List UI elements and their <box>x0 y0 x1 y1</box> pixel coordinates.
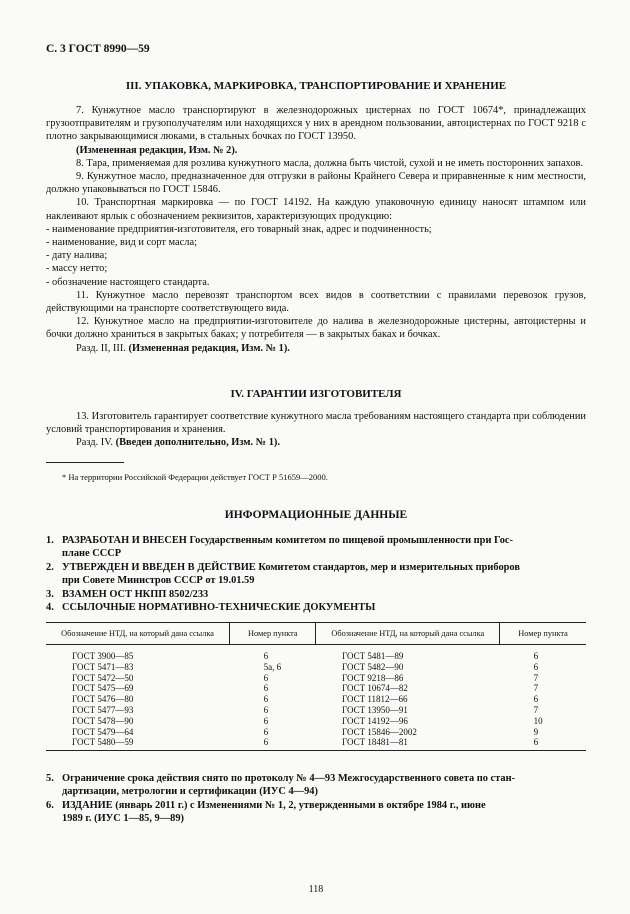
item-text: ССЫЛОЧНЫЕ НОРМАТИВНО-ТЕХНИЧЕСКИЕ ДОКУМЕНТЫ <box>62 602 376 613</box>
amendment-ref: Разд. IV. <box>76 437 114 449</box>
column-header: Номер пункта <box>500 623 586 645</box>
table-row <box>46 662 586 673</box>
table-cell: 7 <box>533 704 539 715</box>
page-header: С. 3 ГОСТ 8990—59 <box>46 43 150 55</box>
list-item: - наименование, вид и сорт масла; <box>46 237 197 249</box>
item-number: 6. <box>46 800 54 811</box>
item-text: РАЗРАБОТАН И ВНЕСЕН Государственным комитетом по пищевой промышленности при Гос- <box>62 535 513 546</box>
list-item: - дату налива; <box>46 250 108 262</box>
table-cell: ГОСТ 9218—86 <box>341 672 404 683</box>
table-cell: ГОСТ 3900—85 <box>72 651 134 661</box>
table-cell: ГОСТ 5480—59 <box>46 737 230 750</box>
amendment-note: (Введен дополнительно, Изм. № 1). <box>115 437 280 449</box>
paragraph-12: 12. Кунжутное масло на предприятии-изготовителе до налива в железнодорожные цистерны, автоцистерны и бочки должно храниться в закрытых баках; у потребителя — в закрытых баках и бочках. <box>46 316 586 341</box>
item-text-continued: при Совете Министров СССР от 19.01.59 <box>62 575 255 587</box>
item-number: 2. <box>46 562 54 573</box>
footnote: * На территории Российской Федерации действует ГОСТ Р 51659—2000. <box>62 472 328 482</box>
section-3-title: III. УПАКОВКА, МАРКИРОВКА, ТРАНСПОРТИРОВАНИЕ И ХРАНЕНИЕ <box>125 80 507 92</box>
item-number: 3. <box>46 589 54 600</box>
table-cell: ГОСТ 13950—91 <box>341 704 408 715</box>
table-cell: ГОСТ 18481—81 <box>316 737 500 750</box>
table-cell: 6 <box>500 737 586 750</box>
info-item-3 <box>46 588 586 601</box>
table-cell: ГОСТ 5482—90 <box>341 661 404 672</box>
table-cell: ГОСТ 5476—80 <box>72 694 134 705</box>
table-row <box>46 727 586 738</box>
table-cell: ГОСТ 10674—82 <box>341 683 408 694</box>
item-text: ИЗДАНИЕ (январь 2011 г.) с Изменениями № 1, 2, утвержденными в октябре 1984 г., июне <box>62 800 486 811</box>
table-cell: ГОСТ 15846—2002 <box>341 726 417 737</box>
column-header: Обозначение НТД, на который дана ссылка <box>46 623 230 645</box>
paragraph-11: 11. Кунжутное масло перевозят транспортом всех видов в соответствии с правилами перевозок грузов, действующими на транспорте соответствующего вида. <box>46 289 586 315</box>
reference-documents-table <box>46 622 586 751</box>
item-text-continued: дартизации, метрологии и сертификации (ИУС 4—94) <box>62 786 318 798</box>
table-cell: 6 <box>263 694 269 705</box>
info-data-title: ИНФОРМАЦИОННЫЕ ДАННЫЕ <box>224 509 408 521</box>
table-cell: 6 <box>263 704 269 715</box>
table-cell: ГОСТ 5477—93 <box>72 704 134 715</box>
table-cell: 6 <box>263 651 269 661</box>
item-text: ВЗАМЕН ОСТ НКПП 8502/233 <box>62 589 209 600</box>
table-cell: 6 <box>263 726 269 737</box>
section-4-amendment <box>46 436 586 449</box>
section-4-body <box>46 410 586 450</box>
table-cell: ГОСТ 14192—96 <box>341 715 408 726</box>
item-text: УТВЕРЖДЕН И ВВЕДЕН В ДЕЙСТВИЕ Комитетом стандартов, мер и измерительных приборов <box>62 562 520 573</box>
info-item-6 <box>46 799 586 825</box>
item-text-continued: плане СССР <box>62 548 122 560</box>
item-number: 1. <box>46 535 54 546</box>
item-number: 5. <box>46 773 54 784</box>
info-item-5 <box>46 772 586 798</box>
table-cell: 10 <box>533 715 543 726</box>
column-header: Номер пункта <box>230 623 316 645</box>
table-cell: 7 <box>533 683 539 694</box>
table-cell: 9 <box>533 726 539 737</box>
table-row <box>46 705 586 716</box>
table-header-row <box>46 623 586 645</box>
paragraph-13: 13. Изготовитель гарантирует соответствие кунжутного масла требованиям настоящего стандарта при соблюдении условий транспортирования и хранения. <box>46 411 586 436</box>
table-cell: ГОСТ 5478—90 <box>72 715 134 726</box>
list-item: - массу нетто; <box>46 263 108 275</box>
info-item-4 <box>46 601 586 614</box>
list-item: - наименование предприятия-изготовителя, его товарный знак, адрес и подчиненность; <box>46 223 432 235</box>
table-cell: ГОСТ 11812—66 <box>341 694 408 705</box>
table-cell: ГОСТ 5481—89 <box>341 651 404 661</box>
requisites-list <box>46 223 586 289</box>
table-cell: ГОСТ 5475—69 <box>72 683 134 694</box>
paragraph-10: 10. Транспортная маркировка — по ГОСТ 14192. На каждую упаковочную единицу наносят штампом или наклеивают ярлык с обозначением реквизитов, характеризующих продукцию: <box>46 197 586 222</box>
table-cell: 6 <box>263 715 269 726</box>
table-cell: 6 <box>533 694 539 705</box>
item-text: Ограничение срока действия снято по протоколу № 4—93 Межгосударственного совета по стан- <box>62 773 516 784</box>
table-cell: 6 <box>533 661 539 672</box>
table-row <box>46 694 586 705</box>
amendment-note: (Измененная редакция, Изм. № 1). <box>128 342 290 354</box>
table-cell: 6 <box>230 737 316 750</box>
table-row <box>46 716 586 727</box>
table-cell: 6 <box>533 651 539 661</box>
item-text-continued: 1989 г. (ИУС 1—85, 9—89) <box>62 813 184 825</box>
page-number: 118 <box>308 884 324 895</box>
table-row <box>46 683 586 694</box>
paragraph-8: 8. Тара, применяемая для розлива кунжутного масла, должна быть чистой, сухой и не иметь посторонних запахов. <box>76 157 584 169</box>
table-row <box>46 737 586 750</box>
table-cell: ГОСТ 5479—64 <box>72 726 134 737</box>
info-item-1 <box>46 534 586 560</box>
amendment-ref: Разд. II, III. <box>76 342 126 354</box>
table-cell: 5а, 6 <box>263 661 282 672</box>
column-header: Обозначение НТД, на который дана ссылка <box>316 623 500 645</box>
item-number: 4. <box>46 602 54 613</box>
table-row <box>46 673 586 684</box>
table-cell: 6 <box>263 683 269 694</box>
paragraph-7: 7. Кунжутное масло транспортируют в железнодорожных цистернах по ГОСТ 10674*, принадлежащих грузоотправителям и грузополучателям или находящихся у них в арендном пользовании, автоцистернах по ГОСТ 9218 с плотно закрывающимися люками, в стальных бочках по ГОСТ 13950. <box>46 105 586 143</box>
list-item: - обозначение настоящего стандарта. <box>46 276 210 288</box>
table-cell: 6 <box>263 672 269 683</box>
paragraph-9: 9. Кунжутное масло, предназначенное для отгрузки в районы Крайнего Севера и приравненные к ним местности, должно упаковываться по ГОСТ 15846. <box>46 171 586 196</box>
section-3-body <box>46 104 586 355</box>
table-cell: 7 <box>533 672 539 683</box>
table-cell: ГОСТ 5472—50 <box>72 672 134 683</box>
paragraph-7-note: (Измененная редакция, Изм. № 2). <box>76 144 238 156</box>
footnote-divider <box>46 462 124 463</box>
table-row <box>46 645 586 662</box>
info-item-2 <box>46 561 586 587</box>
table-cell: ГОСТ 5471—83 <box>72 661 134 672</box>
section-4-title: IV. ГАРАНТИИ ИЗГОТОВИТЕЛЯ <box>230 388 402 400</box>
section-3-amendment <box>46 342 586 355</box>
